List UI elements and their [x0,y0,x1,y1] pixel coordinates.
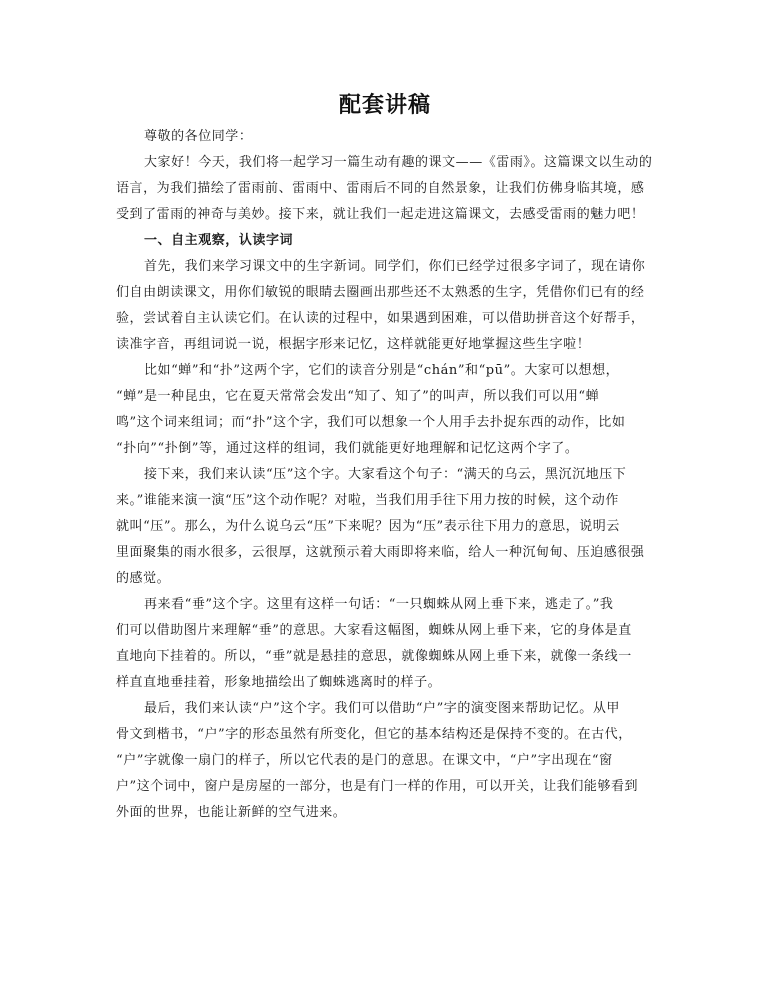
paragraph-chui [116,592,656,696]
paragraph-line: 们可以借助图片来理解“垂”的意思。大家看这幅图，蜘蛛从网上垂下来，它的身体是直 [116,623,632,638]
intro-paragraph [116,150,656,228]
paragraph-line: 语言，为我们描绘了雷雨前、雷雨中、雷雨后不同的自然景象，让我们仿佛身临其境，感 [116,181,645,196]
paragraph-line: 比如“蝉”和“扑”这两个字，它们的读音分别是“chán”和“pū”。大家可以想想， [144,363,620,378]
paragraph-line: 样直直地垂挂着，形象地描绘出了蜘蛛逃离时的样子。 [116,675,442,690]
paragraph-hu [116,696,656,826]
paragraph-line: 受到了雷雨的神奇与美妙。接下来，就让我们一起走进这篇课文，去感受雷雨的魅力吧！ [116,207,645,222]
paragraph-line: 们自由朗读课文，用你们敏锐的眼睛去圈画出那些还不太熟悉的生字，凭借你们已有的经 [116,285,645,300]
paragraph-ya [116,462,656,592]
paragraph-line: 接下来，我们来认读“压”这个字。大家看这个句子：“满天的乌云，黑沉沉地压下 [144,467,627,482]
section-heading: 一、自主观察，认读字词 [144,233,294,248]
salutation: 尊敬的各位同学： [144,129,253,144]
paragraph-line: 再来看“垂”这个字。这里有这样一句话：“一只蜘蛛从网上垂下来，逃走了。”我 [144,597,614,612]
paragraph-line: 最后，我们来认读“户”这个字。我们可以借助“户”字的演变图来帮助记忆。从甲 [144,701,620,716]
document-body [116,124,656,826]
paragraph-line: 里面聚集的雨水很多，云很厚，这就预示着大雨即将来临，给人一种沉甸甸、压迫感很强 [116,545,645,560]
paragraph-new-words [116,254,656,358]
paragraph-line: 鸣”这个词来组词；而“扑”这个字，我们可以想象一个人用手去扑捉东西的动作，比如 [116,415,626,430]
paragraph-line: “扑向”“扑倒”等，通过这样的组词，我们就能更好地理解和记忆这两个字了。 [116,441,579,456]
paragraph-line: 验，尝试着自主认读它们。在认读的过程中，如果遇到困难，可以借助拼音这个好帮手， [116,311,645,326]
paragraph-line: 大家好！今天，我们将一起学习一篇生动有趣的课文——《雷雨》。这篇课文以生动的 [144,155,653,170]
paragraph-line: 骨文到楷书，“户”字的形态虽然有所变化，但它的基本结构还是保持不变的。在古代， [116,727,632,742]
paragraph-line: 直地向下挂着的。所以，“垂”就是悬挂的意思，就像蜘蛛从网上垂下来，就像一条线一 [116,649,632,664]
paragraph-line: “户”字就像一扇门的样子，所以它代表的是门的意思。在课文中，“户”字出现在“窗 [116,753,613,768]
paragraph-line: 读准字音，再组词说一说，根据字形来记忆，这样就能更好地掌握这些生字啦！ [116,337,591,352]
paragraph-line: 来。”谁能来演一演“压”这个动作呢？对啦，当我们用手往下用力按的时候，这个动作 [116,493,619,508]
paragraph-line: 就叫“压”。那么，为什么说乌云“压”下来呢？因为“压”表示往下用力的意思，说明云 [116,519,620,534]
paragraph-line: 的感觉。 [116,571,171,586]
paragraph-chan-pu [116,358,656,462]
document-title: 配套讲稿 [338,93,431,118]
paragraph-line: 外面的世界，也能让新鲜的空气进来。 [116,805,347,820]
paragraph-line: “蝉”是一种昆虫，它在夏天常常会发出“知了、知了”的叫声，所以我们可以用“蝉 [116,389,600,404]
paragraph-line: 户”这个词中，窗户是房屋的一部分，也是有门一样的作用，可以开关，让我们能够看到 [116,779,639,794]
paragraph-line: 首先，我们来学习课文中的生字新词。同学们，你们已经学过很多字词了，现在请你 [144,259,646,274]
